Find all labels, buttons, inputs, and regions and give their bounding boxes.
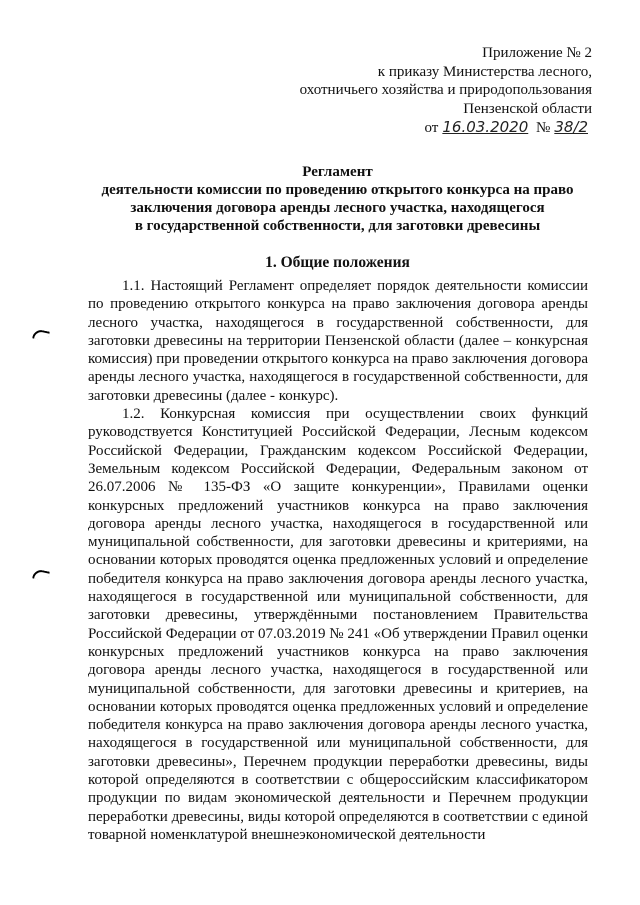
- appendix-header: [300, 44, 592, 138]
- appendix-order-ref: к приказу Министерства лесного,: [377, 63, 592, 80]
- title-line-3: заключения договора аренды лесного участка, находящегося: [130, 200, 545, 216]
- handwritten-number: 38/2: [554, 118, 588, 136]
- handwritten-date: 16.03.2020: [442, 118, 529, 136]
- title-line-4: в государственной собственности, для заготовки древесины: [134, 218, 541, 234]
- date-prefix: от: [424, 120, 439, 136]
- appendix-number: Приложение № 2: [482, 45, 592, 61]
- hole-punch-mark-top: [32, 328, 50, 341]
- appendix-region: Пензенской области: [463, 100, 592, 117]
- document-title: [60, 163, 615, 235]
- title-line-1: Регламент: [302, 164, 373, 180]
- paragraph-1-2: 1.2. Конкурсная комиссия при осуществлении своих функций руководствуется Конституцией Российской Федерации, Лесным кодексом Российской Федерации, Гражданским кодексом Российской Федерации, Земельным кодексом Российской Федерации, Федеральным законом от 26.07.2006 № 135-ФЗ «О защите конкуренции», Правилами оценки конкурсных предложений участников конкурса на право заключения договора аренды лесного участка, находящегося в государственной или муниципальной собственности, для заготовки древесины и критериями, на основании которых проводятся оценка предложенных условий и определение победителя конкурса на право заключения договора аренды лесного участка, находящегося в государственной или муниципальной собственности, для заготовки древесины, утверждёнными постановлением Правительства Российской Федерации от 07.03.2019 № 241 «Об утверждении Правил оценки конкурсных предложений участников конкурса на право заключения договора аренды лесного участка, находящегося в государственной или муниципальной собственности, для заготовки древесины и критериев, на основании которых проводятся оценка предложенных условий и определение победителя конкурса на право заключения договора аренды лесного участка, находящегося в государственной или муниципальной собственности, для заготовки древесины», Перечнем продукции переработки древесины, виды которой определяются в соответствии с общероссийским классификатором продукции по видам экономической деятельности и Перечнем продукции переработки древесины, виды которой определяются в соответствии с единой товарной номенклатурой внешнеэкономической деятельности: [88, 406, 588, 843]
- paragraph-1-1: 1.1. Настоящий Регламент определяет порядок деятельности комиссии по проведению открытого конкурса на право заключения договора аренды лесного участка, находящегося в государственной собственности, для заготовки древесины на территории Пензенской области (далее – конкурсная комиссия) при проведении открытого конкурса на право заключения договора аренды лесного участка, находящегося в государственной собственности, для заготовки древесины (далее - конкурс).: [88, 278, 588, 404]
- section-heading: 1. Общие положения: [265, 254, 410, 271]
- appendix-ministry: охотничьего хозяйства и природопользования: [299, 82, 592, 98]
- order-date-line: [300, 118, 592, 138]
- section-body: [88, 277, 588, 844]
- number-prefix: №: [536, 120, 551, 136]
- title-line-2: деятельности комиссии по проведению открытого конкурса на право: [101, 182, 574, 198]
- hole-punch-mark-bottom: [32, 568, 50, 581]
